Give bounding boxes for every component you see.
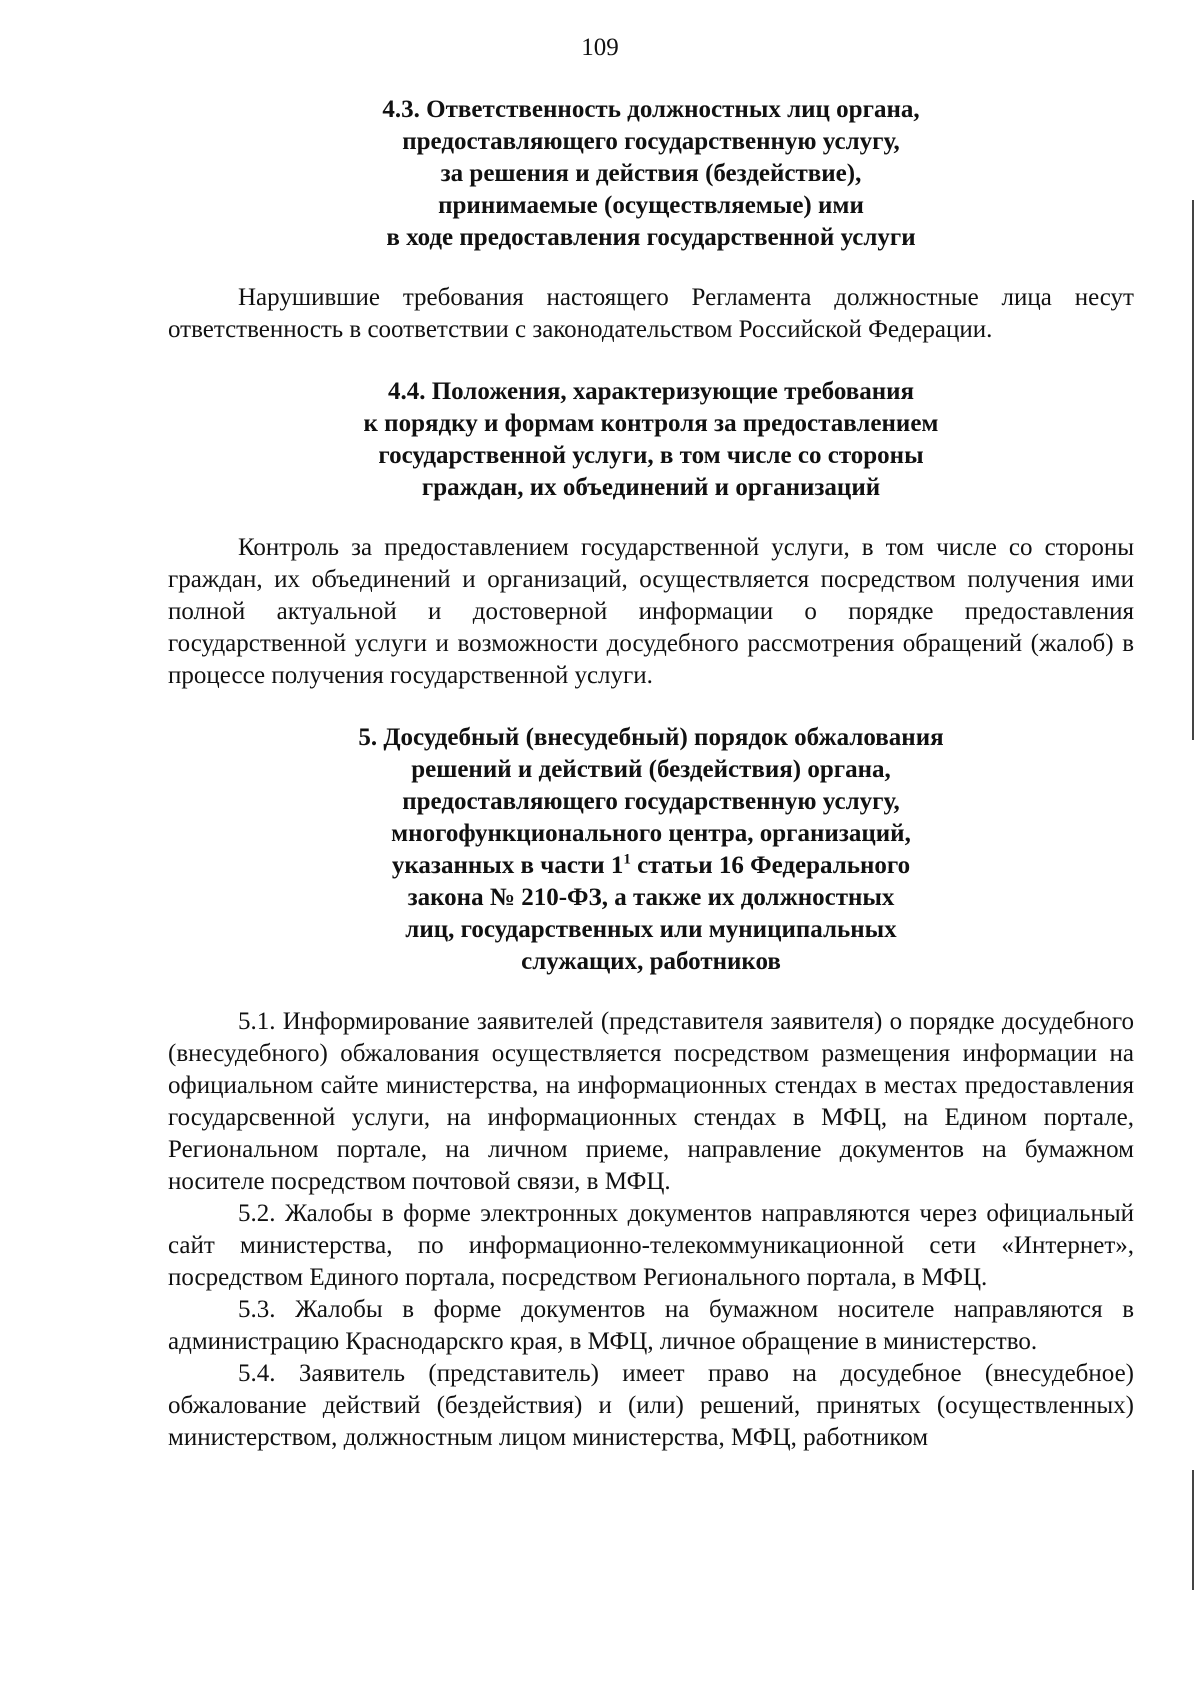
section-4-4-heading	[168, 376, 1134, 504]
heading-line-part: статьи 16 Федерального	[630, 852, 911, 879]
heading-line: к порядку и формам контроля за предоставлением	[363, 410, 939, 437]
spacer	[168, 692, 1134, 722]
heading-line: предоставляющего государственную услугу,	[402, 128, 900, 155]
heading-line: решений и действий (бездействия) органа,	[411, 756, 891, 783]
heading-line: государственной услуги, в том числе со стороны	[378, 442, 924, 469]
section-5-paragraph: 5.4. Заявитель (представитель) имеет право на досудебное (внесудебное) обжалование действий (бездействия) и (или) решений, принятых (осуществленных) министерством, должностным лицом министерства, МФЦ, работником	[168, 1360, 1134, 1451]
section-5-heading	[168, 722, 1134, 978]
section-4-3-heading	[168, 94, 1134, 254]
section-5-paragraph: 5.3. Жалобы в форме документов на бумажном носителе направляются в администрацию Краснодарскго края, в МФЦ, личное обращение в министерство.	[168, 1296, 1134, 1355]
heading-line: служащих, работников	[521, 948, 781, 975]
heading-line-part: указанных в части 1	[391, 852, 624, 879]
heading-line: принимаемые (осуществляемые) ими	[438, 192, 864, 219]
superscript: 1	[623, 851, 631, 868]
section-5-paragraph: 5.2. Жалобы в форме электронных документов направляются через официальный сайт министерства, по информационно-телекоммуникационной сети «Интернет», посредством Единого портала, посредством Регионального портала, в МФЦ.	[168, 1200, 1134, 1291]
document-body	[168, 94, 1134, 1454]
section-5-paragraph: 5.1. Информирование заявителей (представителя заявителя) о порядке досудебного (внесудебного) обжалования осуществляется посредством размещения информации на официальном сайте министерства, на информационных стендах в местах предоставления государсвенной услуги, на информационных стендах в МФЦ, на Едином портале, Региональном портале, на личном приеме, направление документов на бумажном носителе посредством почтовой связи, в МФЦ.	[168, 1008, 1134, 1195]
heading-line: лиц, государственных или муниципальных	[405, 916, 897, 943]
scan-edge-mark	[1192, 200, 1194, 740]
heading-line: за решения и действия (бездействие),	[440, 160, 862, 187]
spacer	[168, 346, 1134, 376]
scan-edge-mark	[1192, 1470, 1194, 1590]
heading-line: предоставляющего государственную услугу,	[402, 788, 900, 815]
heading-line	[168, 850, 1134, 882]
spacer	[168, 504, 1134, 532]
heading-line: 4.3. Ответственность должностных лиц органа,	[382, 96, 920, 123]
heading-line: граждан, их объединений и организаций	[421, 474, 881, 501]
heading-line: закона № 210-ФЗ, а также их должностных	[407, 884, 895, 911]
heading-line: в ходе предоставления государственной услуги	[386, 224, 916, 251]
spacer	[168, 978, 1134, 1006]
section-4-3-paragraph: Нарушившие требования настоящего Регламента должностные лица несут ответственность в соответствии с законодательством Российской Федерации.	[168, 284, 1134, 343]
heading-line: многофункционального центра, организаций,	[391, 820, 911, 847]
spacer	[168, 254, 1134, 282]
section-4-4-paragraph: Контроль за предоставлением государственной услуги, в том числе со стороны граждан, их объединений и организаций, осуществляется посредством получения ими полной актуальной и достоверной информации о порядке предоставления государственной услуги и возможности досудебного рассмотрения обращений (жалоб) в процессе получения государственной услуги.	[168, 534, 1134, 689]
page-number: 109	[581, 34, 619, 61]
heading-line: 4.4. Положения, характеризующие требования	[387, 378, 915, 405]
heading-line: 5. Досудебный (внесудебный) порядок обжалования	[358, 724, 944, 751]
